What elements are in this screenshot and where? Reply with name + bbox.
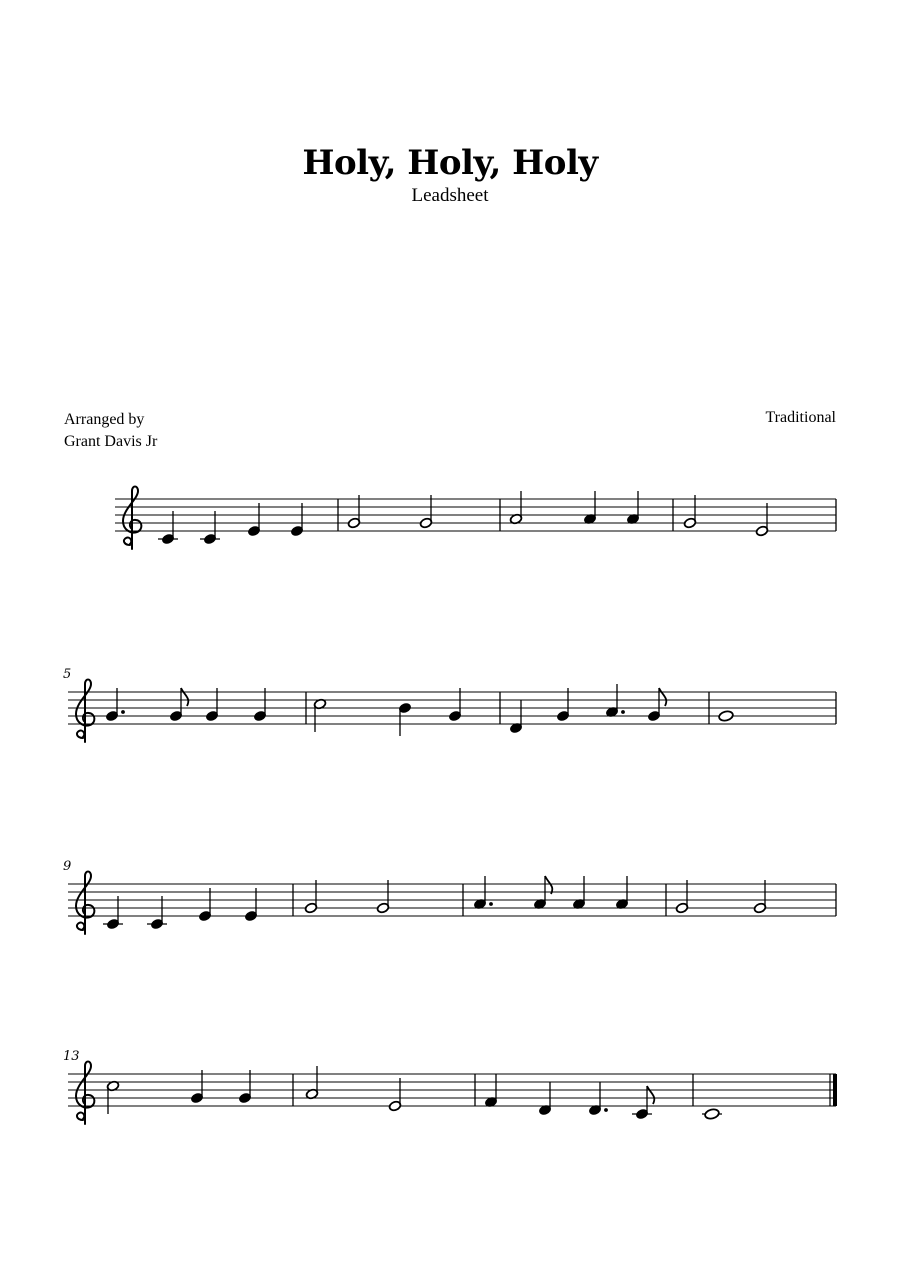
- measure-number: 5: [63, 667, 72, 682]
- treble-clef-icon: [76, 1062, 94, 1125]
- eighth-flag: [545, 876, 552, 894]
- final-barline: [833, 1074, 837, 1106]
- arranger-name: Grant Davis Jr: [64, 433, 158, 450]
- eighth-flag: [181, 688, 188, 706]
- treble-clef-icon: [76, 872, 94, 935]
- note-head: [718, 710, 734, 722]
- note-head: [704, 1108, 720, 1120]
- treble-clef-icon: [123, 487, 141, 550]
- measure-number: 9: [63, 859, 72, 874]
- measure-number: 13: [63, 1049, 80, 1064]
- eighth-flag: [647, 1086, 654, 1104]
- eighth-flag: [659, 688, 666, 706]
- augmentation-dot: [621, 710, 625, 714]
- composer-credit: Traditional: [765, 409, 836, 426]
- augmentation-dot: [121, 710, 125, 714]
- piece-subtitle: Leadsheet: [411, 185, 489, 206]
- treble-clef-icon: [76, 680, 94, 743]
- augmentation-dot: [489, 902, 493, 906]
- augmentation-dot: [604, 1108, 608, 1112]
- piece-title: Holy, Holy, Holy: [302, 143, 598, 183]
- arranger-label: Arranged by: [64, 411, 145, 428]
